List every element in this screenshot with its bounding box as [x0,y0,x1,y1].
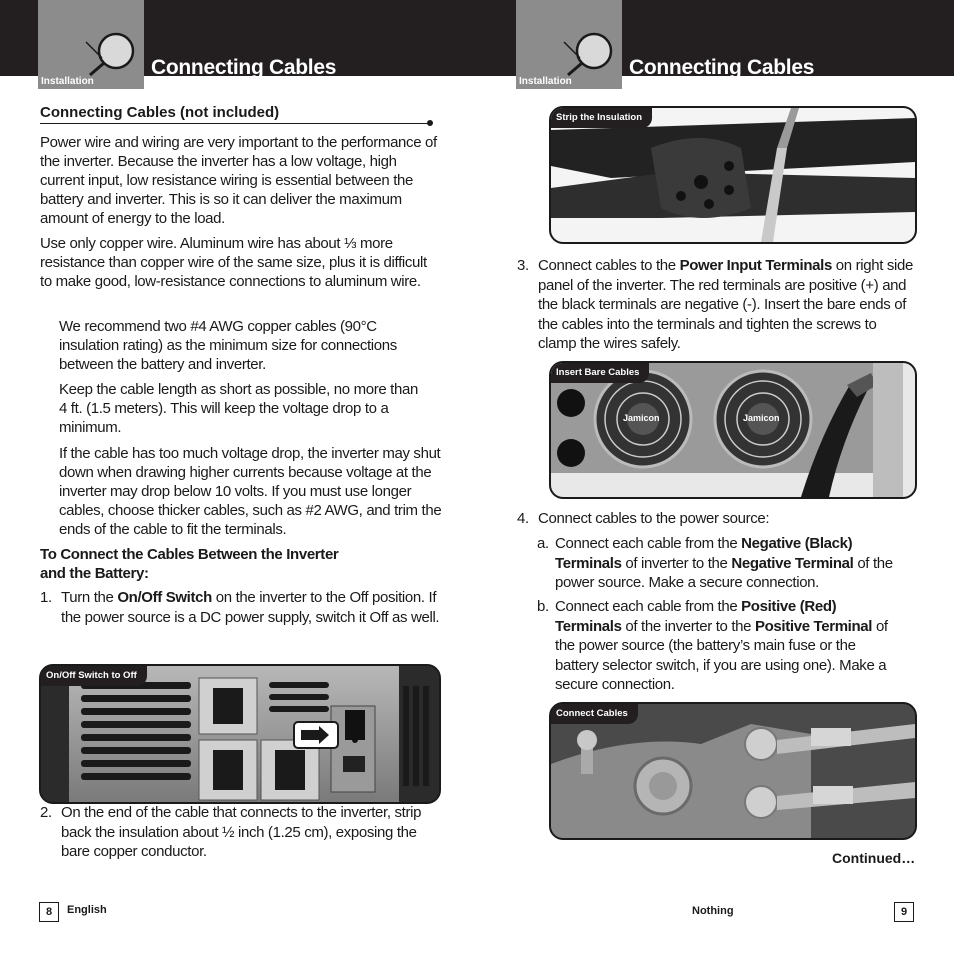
step-4a: a. Connect each cable from the Negative (Black) Terminals of inverter to the Negative Terminal of the power source. Make a secure connection. [537,535,893,591]
step-4: 4. Connect cables to the power source: [517,510,770,527]
paragraph-wiring: Power wire and wiring are very important to the performance of the inverter. Because the inverter has a low voltage, high current input, low resistance wiring is essential between the battery and inverter. This is so it can deliver the maximum amount of energy to the load. [40,134,437,227]
page-number: 9 [894,902,914,922]
paragraph-recommend: We recommend two #4 AWG copper cables (90°C insulation rating) as the minimum size for connections between the battery and inverter. [59,318,397,373]
magnifier-icon [80,28,138,78]
photo-rear-panel [549,361,917,499]
page-title: Connecting Cables [151,56,337,79]
section-rule [40,123,430,124]
paragraph-copper: Use only copper wire. Aluminum wire has about ⅓ more resistance than copper wire of the same size, plus it is difficult to make good, low-resistance connections to aluminum wire. [40,235,427,290]
tab-label: Installation [519,76,572,87]
section-bullet [427,120,433,126]
wire-stripper-illustration [551,108,915,242]
photo-label: Strip the Insulation [551,108,652,128]
battery-terminal-illustration [551,704,915,838]
subheading: To Connect the Cables Between the Inverter and the Battery: [40,546,339,582]
right-page [477,0,954,954]
page-number: 8 [39,902,59,922]
step-4b: b. Connect each cable from the Positive (Red) Terminals of the inverter to the Positive Terminal of the power source (the battery’s main fuse or the battery selector switch, if you are using one). Make a secure connection. [537,598,888,693]
rear-panel-illustration [551,363,915,497]
section-tab [516,0,622,89]
inverter-front-illustration [41,666,439,802]
photo-inverter-switch [39,664,441,804]
photo-label: Insert Bare Cables [551,363,649,383]
step-3: 3. Connect cables to the Power Input Terminals on right side panel of the inverter. The red terminals are positive (+) and the black terminals are negative (-). Insert the bare ends of the cables into the terminals and tighten the screws to clamp the wires safely. [517,257,913,352]
fan-logo: Jamicon [623,413,660,423]
paragraph-length: Keep the cable length as short as possible, no more than 4 ft. (1.5 meters). This will keep the voltage drop to a minimum. [59,381,418,436]
photo-battery-terminals [549,702,917,840]
footer-text: Nothing [692,905,734,917]
continued-note: Continued… [832,850,916,866]
photo-label: Connect Cables [551,704,638,724]
section-title: Connecting Cables (not included) [40,104,280,121]
footer-language: English [67,904,107,916]
magnifier-icon [558,28,616,78]
photo-label: On/Off Switch to Off [41,666,147,686]
photo-wire-strippers [549,106,917,244]
section-tab [38,0,144,89]
tab-label: Installation [41,76,94,87]
fan-logo: Jamicon [743,413,780,423]
page-title: Connecting Cables [629,56,815,79]
step-1: 1. Turn the On/Off Switch on the inverter to the Off position. If the power source is a DC power supply, switch it Off as well. [40,589,440,626]
step-2: 2. On the end of the cable that connects to the inverter, strip back the insulation about ½ inch (1.25 cm), exposing the bare copper conductor. [40,804,422,860]
paragraph-voltage-drop: If the cable has too much voltage drop, the inverter may shut down when drawing higher currents because voltage at the inverter may drop below 10 volts. If you must use longer cables, choose thicker cables, such as #2 AWG, and trim the ends of the cable to fit the terminals. [59,445,442,538]
